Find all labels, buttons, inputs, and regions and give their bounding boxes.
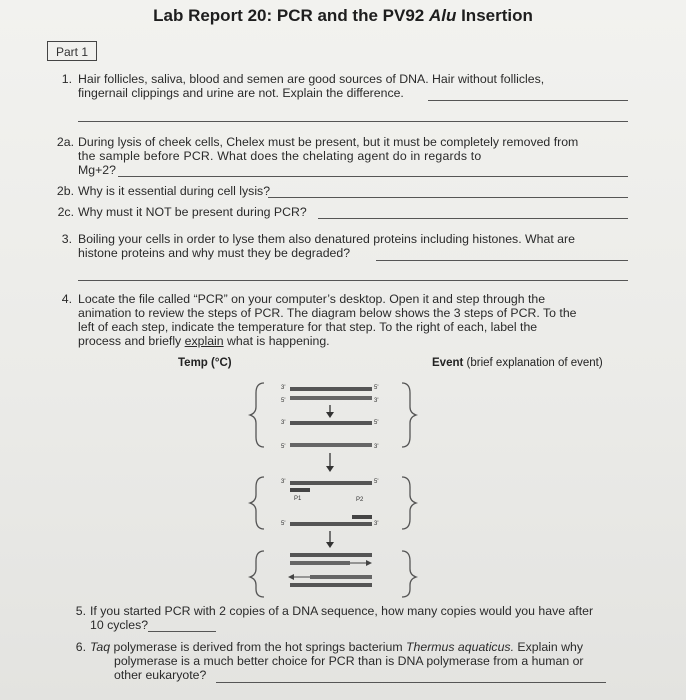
q2a-line3: Mg+2?	[78, 163, 116, 177]
q3-answer-line-2[interactable]	[78, 280, 628, 281]
q5-number: 5.	[75, 604, 86, 618]
event-header-bold: Event	[432, 357, 464, 369]
q4-line3: left of each step, indicate the temperature for that step. To the right of each, label the	[78, 320, 538, 334]
q1-answer-line-2[interactable]	[78, 121, 628, 122]
step2-end-b: 5'	[374, 479, 379, 485]
step1-end-c: 5'	[281, 398, 286, 404]
q1-number: 1.	[61, 72, 72, 86]
q2c-answer-line[interactable]	[318, 218, 628, 219]
q2a-line1: During lysis of cheek cells, Chelex must be present, but it must be completely removed from	[78, 135, 579, 149]
q6-line1-d: Explain why	[514, 640, 584, 654]
step2-strands	[281, 479, 378, 527]
q5-line2: 10 cycles?	[90, 618, 149, 632]
q2a-number: 2a.	[56, 135, 74, 149]
q3-answer-line-1[interactable]	[376, 260, 628, 261]
step3-right-brace	[402, 551, 416, 597]
step2-left-brace	[250, 477, 264, 529]
q5-line1: If you started PCR with 2 copies of a DNA sequence, how many copies would you have after	[90, 604, 594, 618]
step1-end-d: 3'	[374, 398, 379, 404]
q4-explain-underlined: explain	[184, 334, 224, 348]
q6-answer-line[interactable]	[216, 682, 606, 683]
step1-end-g: 5'	[281, 444, 286, 450]
q4-line4	[78, 334, 330, 349]
title-text: Lab Report 20: PCR and the PV92	[153, 6, 429, 25]
step1-strands	[281, 385, 378, 450]
step1-end-h: 3'	[374, 444, 379, 450]
step1-end-e: 3'	[281, 420, 286, 426]
q2b-answer-line[interactable]	[268, 197, 628, 198]
q4-line1: Locate the file called “PCR” on your computer’s desktop. Open it and step through the	[78, 292, 546, 306]
q6-line1-b: polymerase is derived from the hot springs bacterium	[110, 640, 406, 654]
q2b-number: 2b.	[56, 184, 74, 198]
q1-line2: fingernail clippings and urine are not. Explain the difference.	[78, 86, 404, 100]
q2c-number: 2c.	[57, 205, 74, 219]
q3-line1: Boiling your cells in order to lyse them also denatured proteins including histones. What are	[78, 232, 575, 246]
q2a-line2: the sample before PCR. What does the chelating agent do in regards to	[78, 149, 482, 163]
step1-end-f: 5'	[374, 420, 379, 426]
q6-line3: other eukaryote?	[114, 668, 207, 682]
q6-line1	[90, 640, 583, 655]
q2c-text: Why must it NOT be present during PCR?	[78, 205, 307, 219]
q4-line2: animation to review the steps of PCR. The diagram below shows the 3 steps of PCR. To the	[78, 306, 577, 320]
step2-end-d: 3'	[374, 521, 379, 527]
title-italic: Alu	[428, 6, 457, 25]
q4-line4-c: what is happening.	[223, 334, 330, 348]
page-title	[0, 6, 686, 26]
pcr-diagram	[230, 375, 430, 600]
q6-thermus: Thermus aquaticus.	[406, 640, 514, 654]
primer-p2-label: P2	[356, 497, 364, 503]
q1-line1: Hair follicles, saliva, blood and semen are good sources of DNA. Hair without follicles,	[78, 72, 545, 86]
step1-end-a: 3'	[281, 385, 286, 391]
temp-header: Temp (°C)	[178, 357, 232, 369]
event-header-rest: (brief explanation of event)	[463, 357, 603, 369]
title-end: Insertion	[456, 6, 533, 25]
step1-left-brace	[250, 383, 264, 447]
step1-right-brace	[402, 383, 416, 447]
q2b-text: Why is it essential during cell lysis?	[78, 184, 271, 198]
q3-number: 3.	[61, 232, 72, 246]
q4-number: 4.	[61, 292, 72, 306]
primer-p1-label: P1	[294, 496, 302, 502]
q4-line4-a: process and briefly	[78, 334, 185, 348]
q1-answer-line-1[interactable]	[428, 100, 628, 101]
event-header	[432, 357, 603, 369]
step2-end-c: 5'	[281, 521, 286, 527]
q6-number: 6.	[75, 640, 86, 654]
step2-right-brace	[402, 477, 416, 529]
q6-line2: polymerase is a much better choice for PCR than is DNA polymerase from a human or	[114, 654, 584, 668]
part-label: Part 1	[47, 41, 97, 61]
step3-left-brace	[250, 551, 264, 597]
q3-line2: histone proteins and why must they be degraded?	[78, 246, 351, 260]
q6-taq: Taq	[90, 640, 111, 654]
step1-end-b: 5'	[374, 385, 379, 391]
q5-answer-line[interactable]	[148, 631, 216, 632]
q2a-answer-line[interactable]	[118, 176, 628, 177]
step2-end-a: 3'	[281, 479, 286, 485]
step3-strands	[288, 553, 372, 587]
